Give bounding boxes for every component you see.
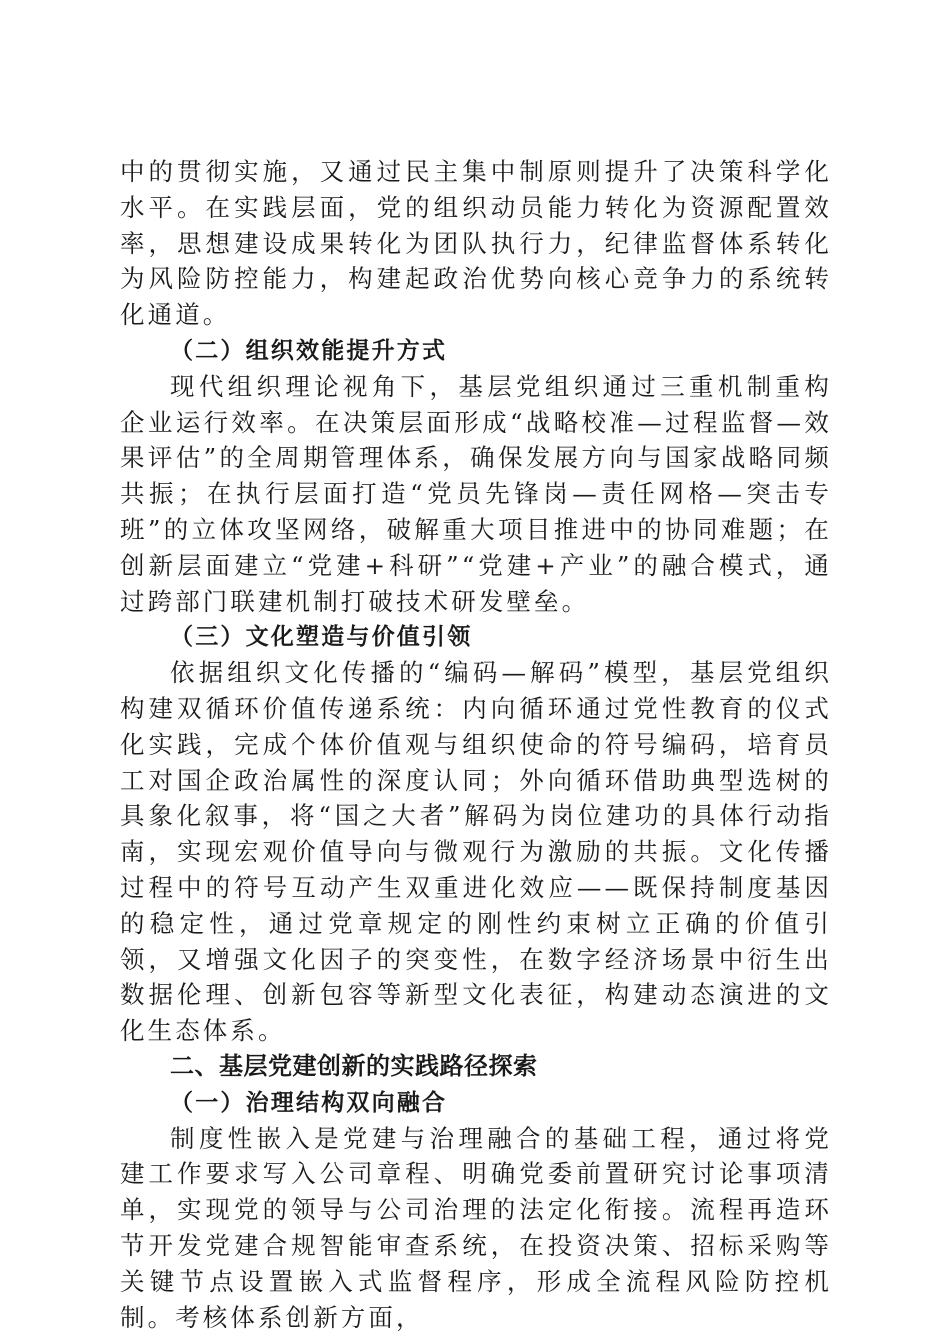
paragraph-organizational-efficiency: 现代组织理论视角下，基层党组织通过三重机制重构企业运行效率。在决策层面形成“战略校准—过程监督—效果评估”的全周期管理体系，确保发展方向与国家战略同频共振；在执行层面打造“党员先锋岗—责任网格—突击专班”的立体攻坚网络，破解重大项目推进中的协同难题；在创新层面建立“党建+科研”“党建+产业”的融合模式，通过跨部门联建机制打破技术研发壁垒。	[120, 371, 832, 616]
paragraph-governance-structure: 制度性嵌入是党建与治理融合的基础工程，通过将党建工作要求写入公司章程、明确党委前置研究讨论事项清单，实现党的领导与公司治理的法定化衔接。流程再造环节开发党建合规智能审查系统，在投资决策、招标采购等关键节点设置嵌入式监督程序，形成全流程风险防控机制。考核体系创新方面，	[120, 1123, 832, 1332]
subheading-culture-values: （三）文化塑造与价值引领	[170, 623, 473, 651]
subheading-organizational-efficiency: （二）组织效能提升方式	[170, 336, 448, 364]
document-page	[120, 154, 832, 1335]
paragraph-culture-values: 依据组织文化传播的“编码—解码”模型，基层党组织构建双循环价值传递系统：内向循环通过党性教育的仪式化实践，完成个体价值观与组织使命的符号编码，培育员工对国企政治属性的深度认同；外向循环借助典型选树的具象化叙事，将“国之大者”解码为岗位建功的具体行动指南，实现宏观价值导向与微观行为激励的共振。文化传播过程中的符号互动产生双重进化效应——既保持制度基因的稳定性，通过党章规定的刚性约束树立正确的价值引领，又增强文化因子的突变性，在数字经济场景中衍生出数据伦理、创新包容等新型文化表征，构建动态演进的文化生态体系。	[120, 658, 832, 1046]
section-heading-practice-paths: 二、基层党建创新的实践路径探索	[170, 1051, 538, 1080]
paragraph-continuation: 中的贯彻实施，又通过民主集中制原则提升了决策科学化水平。在实践层面，党的组织动员能力转化为资源配置效率，思想建设成果转化为团队执行力，纪律监督体系转化为风险防控能力，构建起政治优势向核心竞争力的系统转化通道。	[120, 157, 832, 330]
subheading-governance-structure: （一）治理结构双向融合	[170, 1088, 448, 1116]
